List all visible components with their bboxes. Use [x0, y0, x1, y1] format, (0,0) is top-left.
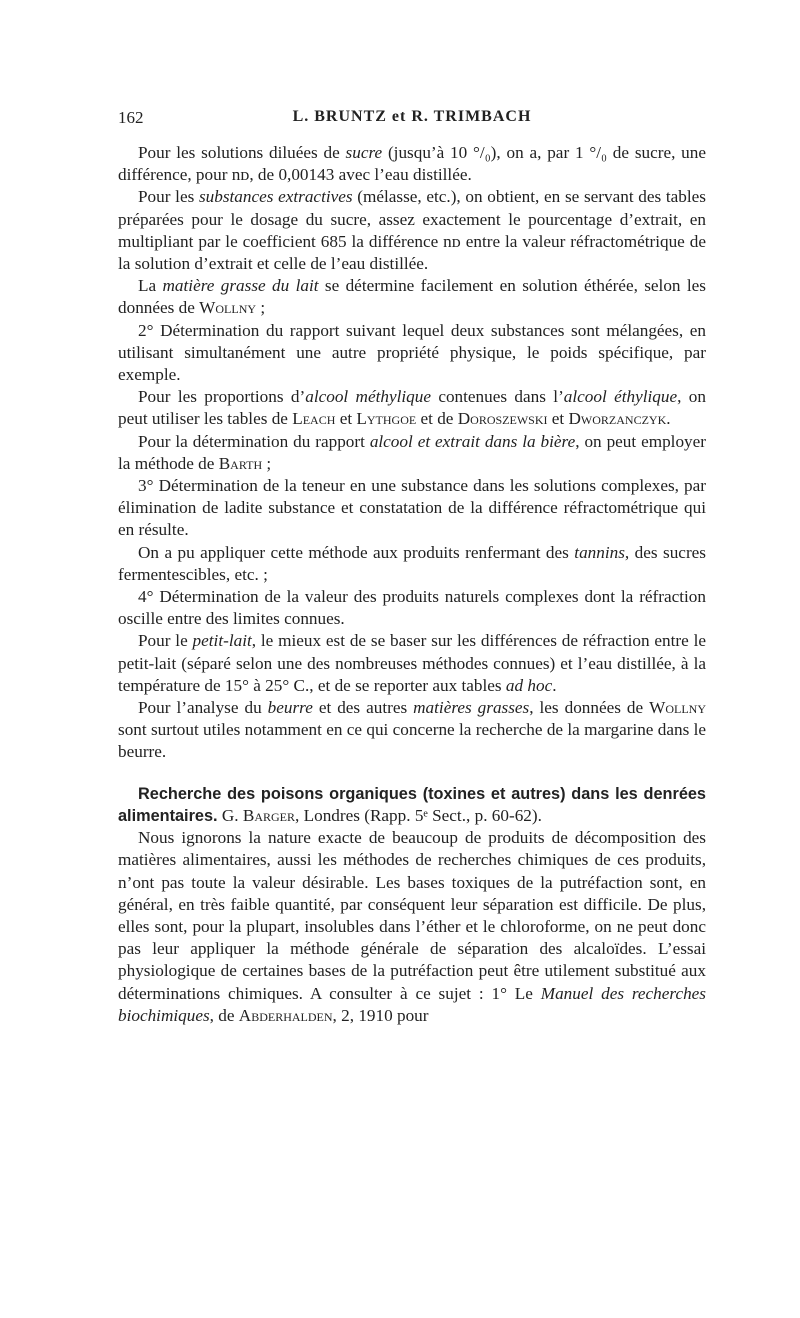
author-name: Dworzanczyk — [568, 409, 667, 429]
text-run: et de — [416, 409, 458, 429]
running-head: L. BRUNTZ et R. TRIMBACH — [292, 108, 532, 125]
text-run: , Londres (Rapp. 5ᵉ Sect., p. 60-62). — [295, 805, 542, 825]
text-run: , 2, 1910 pour — [332, 1005, 429, 1025]
text-run: G. — [217, 805, 243, 825]
text-run: , le mieux est de se baser sur les différences de réfraction entre le petit-lait (séparé selon une des nombreuses méthodes connues) et l’eau distillée, à la température de 15° à 25° C., et de se reporter aux tables — [118, 631, 707, 695]
text-run: Nous ignorons la nature exacte de beaucoup de produits de décomposition des matières alimentaires, aussi les méthodes de recherches chimiques de ces produits, n’ont pas toute la valeur désirable. Les bases toxiques de la putréfaction sont, en général, en très faible quantité, par conséquent leur séparation est difficile. De plus, elles sont, pour la plupart, insolubles dans l’éther et le chloroforme, on ne peut donc pas leur appliquer la méthode générale de séparation des alcaloïdes. L’essai physiologique de certaines bases de la putréfaction peut être utilement substitué aux déterminations chimiques. A consulter à ce sujet : 1° Le — [118, 828, 706, 1003]
text-run: Pour la détermination du rapport — [138, 431, 370, 451]
body-paragraph — [118, 586, 706, 630]
text-run: (jusqu’à 10 °/₀), on a, par 1 °/₀ de sucre, une différence, pour nᴅ, de 0,00143 avec l’eau distillée. — [118, 143, 706, 185]
text-run: . — [552, 675, 557, 695]
text-run: , des sucres fermentescibles, etc. ; — [118, 542, 706, 584]
author-name: Barger — [242, 805, 296, 825]
body-paragraph — [118, 186, 706, 275]
author-name: Wollny — [649, 698, 707, 718]
italic-text: matières grasses — [413, 698, 530, 718]
text-run: Pour les — [138, 187, 199, 207]
italic-text: ad hoc — [505, 675, 553, 695]
author-name: Wollny — [199, 298, 257, 318]
text-run: et des autres — [312, 698, 414, 718]
body-paragraph — [118, 320, 706, 387]
page-number: 162 — [118, 108, 144, 127]
author-name: Lythgoe — [356, 409, 417, 429]
page-body — [118, 142, 706, 1027]
text-run: ; — [256, 298, 266, 318]
text-run: . — [666, 409, 671, 429]
text-run: 3° Détermination de la teneur en une substance dans les solutions complexes, par élimination de ladite substance et constatation de la différence réfractométrique qui en résulte. — [118, 476, 706, 540]
body-paragraph — [118, 827, 706, 1027]
italic-text: Manuel des recherches biochimiques — [118, 983, 706, 1025]
author-name: Leach — [292, 409, 336, 429]
text-run: et — [335, 409, 357, 429]
text-run: (mélasse, etc.), on obtient, en se servant des tables préparées pour le dosage du sucre, assez exactement le pourcentage d’extrait, en multipliant par le coefficient 685 la différence nᴅ entre la valeur réfractométrique de la solution d’extrait et celle de l’eau distillée. — [118, 187, 706, 274]
section-heading-paragraph — [118, 783, 706, 827]
text-run: 2° Détermination du rapport suivant lequel deux substances sont mélangées, en utilisant simultanément une autre propriété physique, le poids spécifique, par exemple. — [118, 320, 706, 385]
text-run: ; — [262, 453, 272, 473]
body-paragraph — [118, 275, 706, 319]
text-run: , les données de — [529, 698, 650, 718]
section-title: Recherche des poisons organiques (toxines et autres) dans les denrées alimentaires. — [118, 784, 706, 825]
text-run: , on peut utiliser les tables de — [118, 387, 706, 429]
text-run: 4° Détermination de la valeur des produits naturels complexes dont la réfraction oscille entre des limites connues. — [118, 587, 706, 629]
text-run: , de — [209, 1005, 239, 1025]
body-paragraph — [118, 386, 706, 430]
text-run: contenues dans l’ — [430, 387, 564, 407]
text-run: Pour les solutions diluées de — [138, 143, 346, 162]
body-paragraph — [118, 542, 706, 586]
text-run: sont surtout utiles notamment en ce qui concerne la recherche de la margarine dans le beurre. — [118, 720, 706, 762]
italic-text: tannins — [574, 542, 625, 562]
italic-text: sucre — [345, 143, 383, 162]
text-run: Pour le — [138, 631, 193, 651]
italic-text: alcool méthylique — [305, 387, 431, 407]
text-run: se détermine facilement en solution éthérée, selon les données de — [118, 276, 706, 318]
body-paragraph — [118, 142, 706, 186]
italic-text: petit-lait — [192, 631, 252, 651]
text-run: Pour l’analyse du — [138, 698, 268, 718]
text-run: , on peut employer la méthode de — [118, 431, 706, 473]
text-run: et — [547, 409, 569, 429]
italic-text: alcool et extrait dans la bière — [369, 431, 576, 451]
body-paragraph — [118, 475, 706, 542]
body-paragraph — [118, 431, 706, 475]
italic-text: alcool éthylique — [563, 387, 678, 407]
body-paragraph — [118, 630, 706, 697]
italic-text: beurre — [267, 698, 313, 718]
author-name: Barth — [218, 453, 263, 473]
body-paragraph — [118, 697, 706, 764]
text-run: La — [138, 276, 163, 296]
italic-text: substances extractives — [198, 187, 353, 207]
text-run: On a pu appliquer cette méthode aux produits renfermant des — [138, 542, 575, 562]
text-run: Pour les proportions d’ — [138, 387, 306, 407]
page-header — [118, 108, 706, 132]
author-name: Abderhalden — [238, 1005, 333, 1025]
italic-text: matière grasse du lait — [162, 276, 319, 296]
author-name: Doroszewski — [457, 409, 548, 429]
